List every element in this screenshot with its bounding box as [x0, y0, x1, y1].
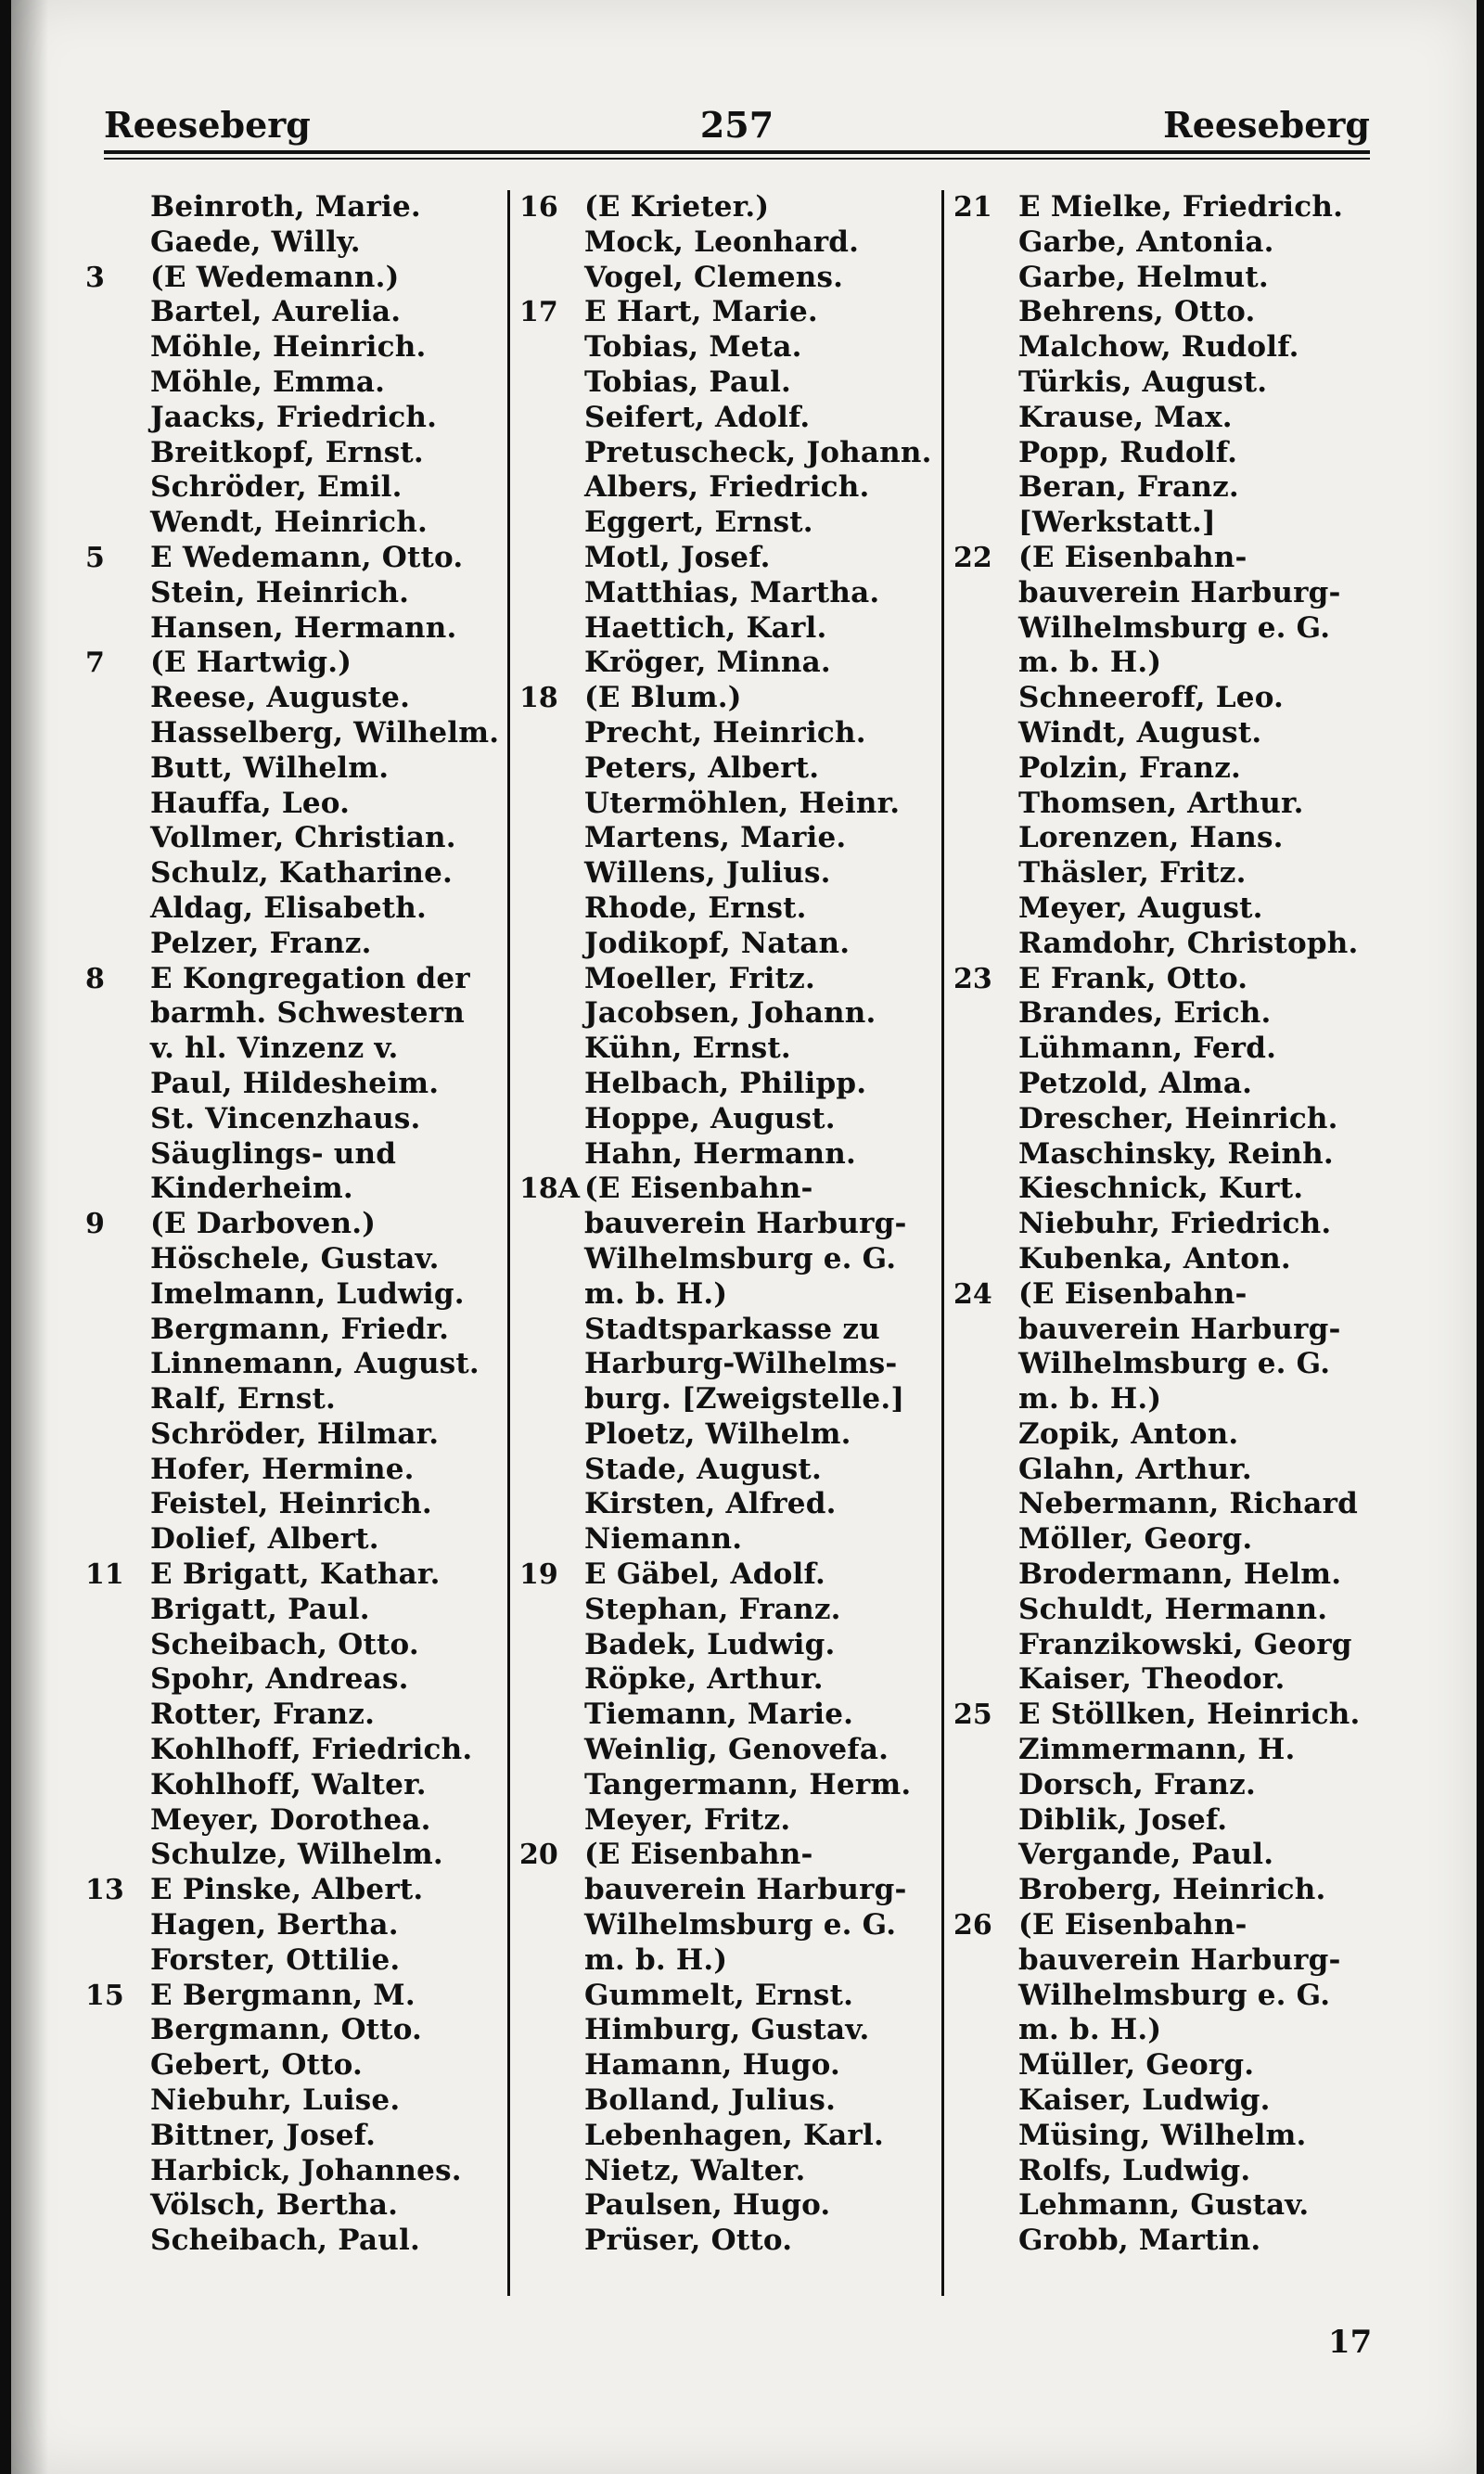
resident-line: Hamann, Hugo. [584, 2048, 840, 2083]
house-entry [519, 190, 955, 295]
resident-line: v. hl. Vinzenz v. [150, 1032, 399, 1066]
house-number: 7 [85, 647, 105, 680]
house-number: 25 [953, 1698, 992, 1732]
resident-line: Niebuhr, Friedrich. [1018, 1207, 1332, 1241]
resident-line: Ploetz, Wilhelm. [584, 1416, 851, 1451]
house-number: 23 [953, 962, 992, 995]
resident-line: Precht, Heinrich. [584, 715, 866, 750]
resident-line: E Bergmann, M. [150, 1978, 416, 2012]
resident-line: Kohlhoff, Walter. [150, 1767, 427, 1801]
resident-line: Spohr, Andreas. [150, 1662, 409, 1697]
resident-line: Schröder, Emil. [150, 470, 403, 505]
resident-line: Franzikowski, Georg [1018, 1627, 1352, 1661]
resident-line: (E Eisenbahn- [584, 1172, 813, 1206]
resident-line: Möller, Georg. [1018, 1522, 1253, 1557]
resident-line: Lühmann, Ferd. [1018, 1032, 1277, 1066]
resident-line: Behrens, Otto. [1018, 295, 1256, 329]
house-number: 13 [85, 1874, 124, 1907]
house-entry [953, 190, 1389, 541]
header-street-left: Reeseberg [104, 104, 311, 146]
resident-line: Weinlig, Genovefa. [584, 1733, 889, 1767]
resident-line: Malchow, Rudolf. [1018, 330, 1299, 365]
house-number: 16 [519, 191, 558, 224]
resident-line: Peters, Albert. [584, 750, 820, 785]
resident-line: Meyer, Fritz. [584, 1802, 791, 1837]
resident-line: Höschele, Gustav. [150, 1241, 440, 1275]
house-entry [519, 681, 955, 1172]
directory-column-2 [519, 190, 955, 2259]
resident-line: Harbick, Johannes. [150, 2153, 462, 2187]
resident-line: E Mielke, Friedrich. [1018, 190, 1344, 224]
resident-line: Garbe, Helmut. [1018, 260, 1269, 294]
resident-line: Pelzer, Franz. [150, 926, 372, 960]
resident-line: [Werkstatt.] [1018, 506, 1216, 540]
house-number: 22 [953, 541, 992, 574]
resident-line: Hoppe, August. [584, 1101, 836, 1135]
resident-line: (E Eisenbahn- [1018, 1908, 1247, 1942]
resident-line: Bittner, Josef. [150, 2118, 377, 2152]
resident-line: Wilhelmsburg e. G. [1018, 1347, 1331, 1381]
resident-line: m. b. H.) [1018, 646, 1162, 680]
resident-line: bauverein Harburg- [1018, 1942, 1341, 1977]
resident-line: E Brigatt, Kathar. [150, 1557, 441, 1592]
resident-line: Vergande, Paul. [1018, 1838, 1274, 1872]
resident-line: Haettich, Karl. [584, 610, 827, 645]
resident-line: Paul, Hildesheim. [150, 1066, 440, 1100]
resident-line: Martens, Marie. [584, 821, 847, 855]
resident-line: Brandes, Erich. [1018, 996, 1272, 1031]
house-entry [85, 261, 521, 541]
house-number: 9 [85, 1208, 105, 1241]
resident-line: Maschinsky, Reinh. [1018, 1136, 1334, 1171]
binding-shadow [11, 0, 48, 2474]
resident-line: Grobb, Martin. [1018, 2224, 1261, 2258]
resident-line: Bartel, Aurelia. [150, 295, 402, 329]
resident-line: Gaede, Willy. [150, 224, 361, 259]
resident-line: Meyer, August. [1018, 891, 1263, 925]
resident-line: Tobias, Meta. [584, 330, 802, 365]
resident-line: Glahn, Arthur. [1018, 1452, 1252, 1486]
house-number: 5 [85, 541, 105, 574]
house-entry [519, 295, 955, 681]
resident-line: Aldag, Elisabeth. [150, 891, 428, 925]
resident-line: bauverein Harburg- [584, 1873, 907, 1907]
resident-line: Kühn, Ernst. [584, 1032, 791, 1066]
resident-line: m. b. H.) [584, 1276, 728, 1311]
page-header [104, 104, 1370, 150]
resident-line: Albers, Friedrich. [584, 470, 870, 505]
resident-line: Bolland, Julius. [584, 2083, 837, 2118]
house-entry [519, 1172, 955, 1557]
resident-line: Scheibach, Paul. [150, 2224, 420, 2258]
resident-line: Bergmann, Friedr. [150, 1312, 450, 1346]
house-entry [85, 1873, 521, 1978]
resident-line: E Frank, Otto. [1018, 961, 1248, 995]
resident-line: Paulsen, Hugo. [584, 2188, 831, 2223]
resident-line: Kieschnick, Kurt. [1018, 1172, 1304, 1206]
resident-line: Kaiser, Ludwig. [1018, 2083, 1271, 2118]
resident-line: (E Eisenbahn- [1018, 540, 1247, 574]
house-entry [85, 541, 521, 646]
resident-line: (E Eisenbahn- [1018, 1276, 1247, 1311]
resident-line: Pretuscheck, Johann. [584, 435, 932, 469]
resident-line: Wilhelmsburg e. G. [1018, 610, 1331, 645]
resident-line: Krause, Max. [1018, 400, 1233, 434]
resident-line: Wendt, Heinrich. [150, 506, 428, 540]
resident-line: Niebuhr, Luise. [150, 2083, 401, 2118]
resident-line: Rolfs, Ludwig. [1018, 2153, 1251, 2187]
resident-line: Hagen, Bertha. [150, 1908, 399, 1942]
resident-line: Imelmann, Ludwig. [150, 1276, 465, 1311]
resident-line: Harburg-Wilhelms- [584, 1347, 898, 1381]
resident-line: burg. [Zweigstelle.] [584, 1382, 905, 1416]
resident-line: Utermöhlen, Heinr. [584, 786, 901, 820]
resident-line: Badek, Ludwig. [584, 1627, 836, 1661]
resident-line: Himburg, Gustav. [584, 2013, 870, 2047]
house-number: 20 [519, 1839, 558, 1872]
resident-line: Hofer, Hermine. [150, 1452, 415, 1486]
resident-line: Eggert, Ernst. [584, 506, 813, 540]
house-number: 3 [85, 261, 105, 294]
house-entry [953, 1277, 1389, 1698]
resident-line: Möhle, Heinrich. [150, 330, 427, 365]
house-entry [953, 1698, 1389, 1908]
resident-line: Lehmann, Gustav. [1018, 2188, 1310, 2223]
resident-line: E Gäbel, Adolf. [584, 1557, 825, 1592]
resident-line: Möhle, Emma. [150, 365, 386, 399]
house-number: 11 [85, 1558, 124, 1592]
resident-line: m. b. H.) [584, 1942, 728, 1977]
house-entry [953, 1908, 1389, 2259]
resident-line: bauverein Harburg- [1018, 575, 1341, 609]
house-number: 21 [953, 191, 992, 224]
resident-line: Tobias, Paul. [584, 365, 792, 399]
resident-line: Kaiser, Theodor. [1018, 1662, 1286, 1697]
resident-line: Vollmer, Christian. [150, 821, 456, 855]
resident-line: Säuglings- und [150, 1136, 397, 1171]
resident-line: Stein, Heinrich. [150, 575, 410, 609]
house-number: 18A [519, 1173, 581, 1206]
resident-line: Dorsch, Franz. [1018, 1767, 1256, 1801]
resident-line: Brigatt, Paul. [150, 1592, 370, 1626]
resident-line: Linnemann, August. [150, 1347, 480, 1381]
resident-line: Jodikopf, Natan. [584, 926, 851, 960]
header-street-right: Reeseberg [1163, 104, 1370, 146]
resident-line: Völsch, Bertha. [150, 2188, 399, 2223]
house-entry [953, 541, 1389, 962]
resident-line: (E Krieter.) [584, 190, 770, 224]
resident-line: E Stöllken, Heinrich. [1018, 1698, 1361, 1732]
resident-line: Türkis, August. [1018, 365, 1268, 399]
resident-line: Garbe, Antonia. [1018, 224, 1274, 259]
house-number: 26 [953, 1909, 992, 1942]
resident-line: (E Blum.) [584, 681, 742, 715]
house-entry [85, 1207, 521, 1557]
resident-line: Reese, Auguste. [150, 681, 411, 715]
resident-line: Hauffa, Leo. [150, 786, 351, 820]
resident-line: Brodermann, Helm. [1018, 1557, 1342, 1592]
house-entry [85, 1557, 521, 1873]
resident-line: Willens, Julius. [584, 856, 831, 891]
resident-line: bauverein Harburg- [1018, 1312, 1341, 1346]
resident-line: Kohlhoff, Friedrich. [150, 1733, 473, 1767]
header-rule-thick [104, 150, 1370, 154]
resident-line: Diblik, Josef. [1018, 1802, 1228, 1837]
directory-column-3 [953, 190, 1389, 2259]
house-number: 17 [519, 296, 558, 329]
resident-line: Butt, Wilhelm. [150, 750, 390, 785]
house-entry [519, 1838, 955, 2259]
house-entry [519, 1557, 955, 1838]
resident-line: Ramdohr, Christoph. [1018, 926, 1359, 960]
resident-line: Wilhelmsburg e. G. [584, 1908, 897, 1942]
resident-line: m. b. H.) [1018, 2013, 1162, 2047]
resident-line: Gummelt, Ernst. [584, 1978, 854, 2012]
resident-line: Breitkopf, Ernst. [150, 435, 424, 469]
resident-line: Wilhelmsburg e. G. [584, 1241, 897, 1275]
resident-line: Helbach, Philipp. [584, 1066, 867, 1100]
resident-line: Kirsten, Alfred. [584, 1487, 837, 1521]
resident-line: Hansen, Hermann. [150, 610, 457, 645]
resident-line: E Pinske, Albert. [150, 1873, 424, 1907]
resident-line: Jaacks, Friedrich. [150, 400, 438, 434]
resident-line: Stephan, Franz. [584, 1592, 841, 1626]
resident-line: Drescher, Heinrich. [1018, 1101, 1338, 1135]
resident-line: Schröder, Hilmar. [150, 1416, 440, 1451]
header-page-number: 257 [699, 104, 774, 146]
house-number: 8 [85, 962, 105, 995]
resident-line: Hasselberg, Wilhelm. [150, 715, 500, 750]
resident-line: Nietz, Walter. [584, 2153, 806, 2187]
resident-line: St. Vincenzhaus. [150, 1101, 421, 1135]
resident-line: Windt, August. [1018, 715, 1262, 750]
resident-line: Motl, Josef. [584, 540, 771, 574]
resident-line: E Wedemann, Otto. [150, 540, 464, 574]
resident-line: Röpke, Arthur. [584, 1662, 824, 1697]
resident-line: Schulze, Wilhelm. [150, 1838, 443, 1872]
resident-line: Hahn, Hermann. [584, 1136, 856, 1171]
directory-page [11, 0, 1477, 2474]
resident-line: Bergmann, Otto. [150, 2013, 423, 2047]
resident-line: Lebenhagen, Karl. [584, 2118, 884, 2152]
resident-line: Ralf, Ernst. [150, 1382, 337, 1416]
resident-line: Matthias, Martha. [584, 575, 880, 609]
resident-line: Thomsen, Arthur. [1018, 786, 1304, 820]
resident-line: Prüser, Otto. [584, 2224, 793, 2258]
house-entry [953, 962, 1389, 1277]
resident-line: bauverein Harburg- [584, 1207, 907, 1241]
resident-line: Beinroth, Marie. [150, 190, 421, 224]
resident-line: Petzold, Alma. [1018, 1066, 1253, 1100]
resident-line: Schulz, Katharine. [150, 856, 454, 891]
resident-line: Moeller, Fritz. [584, 961, 815, 995]
house-entry [85, 1979, 521, 2259]
resident-line: Scheibach, Otto. [150, 1627, 419, 1661]
house-number: 15 [85, 1979, 124, 2012]
resident-line: Meyer, Dorothea. [150, 1802, 431, 1837]
resident-line: Kinderheim. [150, 1172, 353, 1206]
resident-line: Dolief, Albert. [150, 1522, 379, 1557]
resident-line: Nebermann, Richard [1018, 1487, 1358, 1521]
resident-line: barmh. Schwestern [150, 996, 465, 1031]
resident-line: Seifert, Adolf. [584, 400, 811, 434]
house-number: 18 [519, 682, 558, 715]
house-number: 19 [519, 1558, 558, 1592]
resident-line: (E Wedemann.) [150, 260, 400, 294]
resident-line: Vogel, Clemens. [584, 260, 844, 294]
resident-line: Kröger, Minna. [584, 646, 831, 680]
resident-line: Rotter, Franz. [150, 1698, 376, 1732]
resident-line: Müller, Georg. [1018, 2048, 1255, 2083]
header-rule-thin [104, 158, 1370, 160]
resident-line: Forster, Ottilie. [150, 1942, 401, 1977]
resident-line: (E Eisenbahn- [584, 1838, 813, 1872]
resident-line: Jacobsen, Johann. [584, 996, 876, 1031]
resident-line: (E Hartwig.) [150, 646, 352, 680]
resident-line: Müsing, Wilhelm. [1018, 2118, 1307, 2152]
resident-line: (E Darboven.) [150, 1207, 377, 1241]
resident-line: Popp, Rudolf. [1018, 435, 1238, 469]
resident-line: Broberg, Heinrich. [1018, 1873, 1326, 1907]
resident-line: Stadtsparkasse zu [584, 1312, 880, 1346]
resident-line: Gebert, Otto. [150, 2048, 363, 2083]
page-signature: 17 [1328, 2324, 1373, 2361]
resident-line: Polzin, Franz. [1018, 750, 1242, 785]
resident-line: E Hart, Marie. [584, 295, 818, 329]
resident-line: Rhode, Ernst. [584, 891, 807, 925]
resident-line: Stade, August. [584, 1452, 822, 1486]
resident-line: Feistel, Heinrich. [150, 1487, 432, 1521]
resident-line: Zimmermann, H. [1018, 1733, 1296, 1767]
house-entry [85, 190, 521, 261]
resident-line: Mock, Leonhard. [584, 224, 860, 259]
resident-line: Beran, Franz. [1018, 470, 1239, 505]
resident-line: Tangermann, Herm. [584, 1767, 912, 1801]
resident-line: Tiemann, Marie. [584, 1698, 854, 1732]
resident-line: Thäsler, Fritz. [1018, 856, 1247, 891]
resident-line: Wilhelmsburg e. G. [1018, 1978, 1331, 2012]
house-entry [85, 962, 521, 1208]
resident-line: m. b. H.) [1018, 1382, 1162, 1416]
resident-line: Schneeroff, Leo. [1018, 681, 1285, 715]
resident-line: Kubenka, Anton. [1018, 1241, 1291, 1275]
directory-column-1 [85, 190, 521, 2259]
resident-line: Schuldt, Hermann. [1018, 1592, 1328, 1626]
resident-line: Niemann. [584, 1522, 743, 1557]
resident-line: E Kongregation der [150, 961, 470, 995]
house-number: 24 [953, 1277, 992, 1311]
resident-line: Lorenzen, Hans. [1018, 821, 1284, 855]
house-entry [85, 646, 521, 961]
resident-line: Zopik, Anton. [1018, 1416, 1239, 1451]
